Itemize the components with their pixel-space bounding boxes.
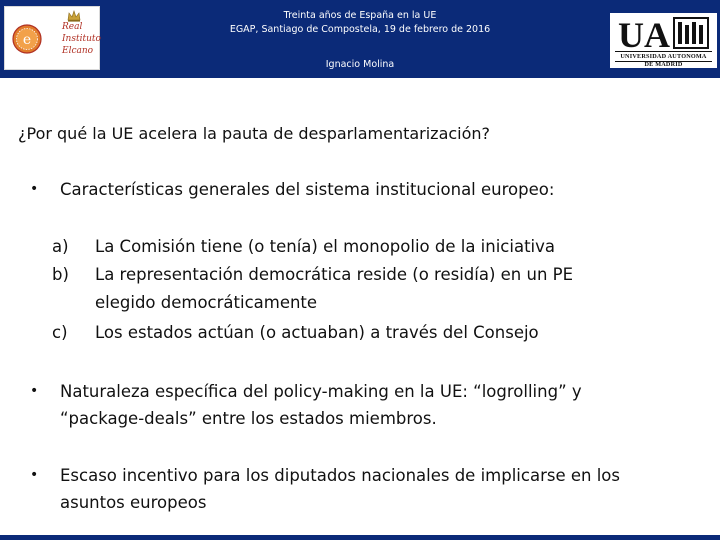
elcano-line-1: Real: [62, 22, 83, 32]
subitem-c-text: Los estados actúan (o actuaban) a través del Consejo: [95, 323, 539, 342]
uam-rule-top: [615, 51, 712, 52]
subitem-b-label: b): [52, 265, 69, 284]
bullet-text-1: Características generales del sistema institucional europeo:: [60, 180, 555, 199]
subitem-a-label: a): [52, 237, 69, 256]
footer-band: [0, 535, 720, 540]
subitem-b-text: La representación democrática reside (o residía) en un PE: [95, 265, 574, 284]
subitem-a-text: La Comisión tiene (o tenía) el monopolio de la iniciativa: [95, 237, 556, 256]
elcano-line-3: Elcano: [62, 46, 94, 56]
uam-logo: [610, 13, 717, 68]
bullet-text-3-line1: Escaso incentivo para los diputados nacionales de implicarse en los: [60, 466, 620, 485]
uam-name-line2: DE MADRID: [644, 61, 683, 68]
uam-name-line1: UNIVERSIDAD AUTONOMA: [620, 53, 707, 60]
bullet-marker-2: •: [30, 383, 39, 399]
elcano-logo: [4, 6, 100, 70]
bullet-text-2-line2: “package-deals” entre los estados miembros.: [60, 409, 437, 428]
subitem-b-text-cont: elegido democráticamente: [95, 293, 318, 312]
slide-title: ¿Por qué la UE acelera la pauta de desparlamentarización?: [18, 124, 491, 143]
event-title: Treinta años de España en la UE: [283, 10, 437, 21]
emblem-letter: e: [22, 32, 32, 48]
bullet-text-2-line1: Naturaleza específica del policy-making en la UE: “logrolling” y: [60, 382, 582, 401]
bullet-text-3-line2: asuntos europeos: [60, 493, 207, 512]
elcano-line-2: Instituto: [62, 34, 101, 44]
event-subtitle: EGAP, Santiago de Compostela, 19 de febrero de 2016: [229, 24, 491, 35]
uam-logo-icon: [616, 16, 712, 50]
uam-monogram: UA: [618, 16, 670, 50]
bullet-marker-1: •: [30, 181, 39, 197]
bullet-marker-3: •: [30, 467, 39, 483]
elcano-wordmark: [62, 21, 101, 57]
presenter-name: Ignacio Molina: [325, 59, 395, 70]
header-band: [0, 0, 720, 78]
subitem-c-label: c): [52, 323, 68, 342]
elcano-emblem-icon: [12, 24, 42, 54]
